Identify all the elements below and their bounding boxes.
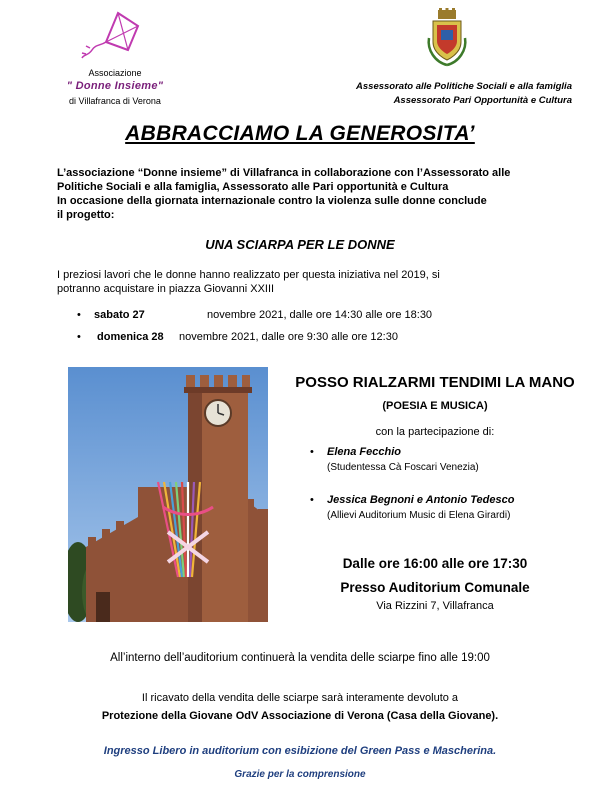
castle-tower-photo	[68, 367, 268, 622]
performer-name: Elena Fecchio	[327, 446, 401, 458]
bullet: •	[77, 331, 81, 343]
beneficiary: Protezione della Giovane OdV Associazione di Verona (Casa della Giovane).	[101, 710, 499, 722]
sale-line: I preziosi lavori che le donne hanno realizzato per questa iniziativa nel 2019, si	[57, 269, 440, 281]
list-item	[57, 330, 557, 352]
sale-paragraph	[57, 268, 557, 296]
intro-line: Politiche Sociali e alla famiglia, Assessorato alle Pari opportunità e Cultura	[57, 181, 449, 193]
intro-line: In occasione della giornata internazionale contro la violenza sulle donne conclude	[57, 195, 487, 207]
association-logo	[60, 10, 170, 105]
intro-line: L’associazione “Donne insieme” di Villafranca in collaborazione con l’Assessorato alle	[57, 167, 511, 179]
event-subtitle: (POESIA E MUSICA)	[382, 400, 488, 412]
intro-paragraph	[57, 166, 557, 222]
association-label: Associazione	[88, 68, 142, 78]
performer-item	[305, 494, 595, 530]
performer-name: Jessica Begnoni e Antonio Tedesco	[327, 494, 515, 506]
bullet: •	[310, 494, 314, 506]
date-hours: novembre 2021, dalle ore 14:30 alle ore 18:30	[207, 309, 433, 321]
bullet: •	[77, 309, 81, 321]
event-title: POSSO RIALZARMI TENDIMI LA MANO	[295, 374, 575, 391]
date-hours: novembre 2021, dalle ore 9:30 alle ore 12:30	[179, 331, 398, 343]
thanks-note: Grazie per la comprensione	[234, 769, 366, 780]
sale-dates-list	[57, 308, 557, 352]
sale-line: potranno acquistare in piazza Giovanni XXIII	[57, 283, 275, 295]
performer-description: (Studentessa Cà Foscari Venezia)	[327, 462, 479, 473]
date-day: sabato 27	[94, 309, 145, 321]
event-venue: Presso Auditorium Comunale	[340, 580, 530, 595]
entry-note: Ingresso Libero in auditorium con esibizione del Green Pass e Mascherina.	[103, 745, 497, 757]
list-item	[57, 308, 557, 330]
bullet: •	[310, 446, 314, 458]
event-address: Via Rizzini 7, Villafranca	[376, 600, 494, 612]
proceeds-note: Il ricavato della vendita delle sciarpe sarà interamente devoluto a	[141, 692, 459, 704]
participation-label: con la partecipazione di:	[375, 426, 495, 438]
page-title: ABBRACCIAMO LA GENEROSITA’	[125, 122, 475, 145]
performer-description: (Allievi Auditorium Music di Elena Girardi)	[327, 510, 511, 521]
kite-icon	[78, 10, 148, 72]
assessorato-line: Assessorato Pari Opportunità e Cultura	[393, 95, 572, 106]
event-time: Dalle ore 16:00 alle ore 17:30	[342, 556, 528, 571]
project-title: UNA SCIARPA PER LE DONNE	[205, 237, 395, 252]
performer-item	[305, 446, 595, 482]
inside-note: All’interno dell’auditorium continuerà la vendita delle sciarpe fino alle 19:00	[110, 652, 490, 664]
association-name: " Donne Insieme"	[66, 80, 164, 92]
assessorato-block	[356, 80, 572, 108]
assessorato-line: Assessorato alle Politiche Sociali e alla famiglia	[356, 81, 572, 92]
association-city: di Villafranca di Verona	[69, 96, 161, 106]
intro-line: il progetto:	[57, 209, 115, 221]
date-day: domenica 28	[97, 331, 164, 343]
municipal-crest-icon	[425, 8, 469, 68]
